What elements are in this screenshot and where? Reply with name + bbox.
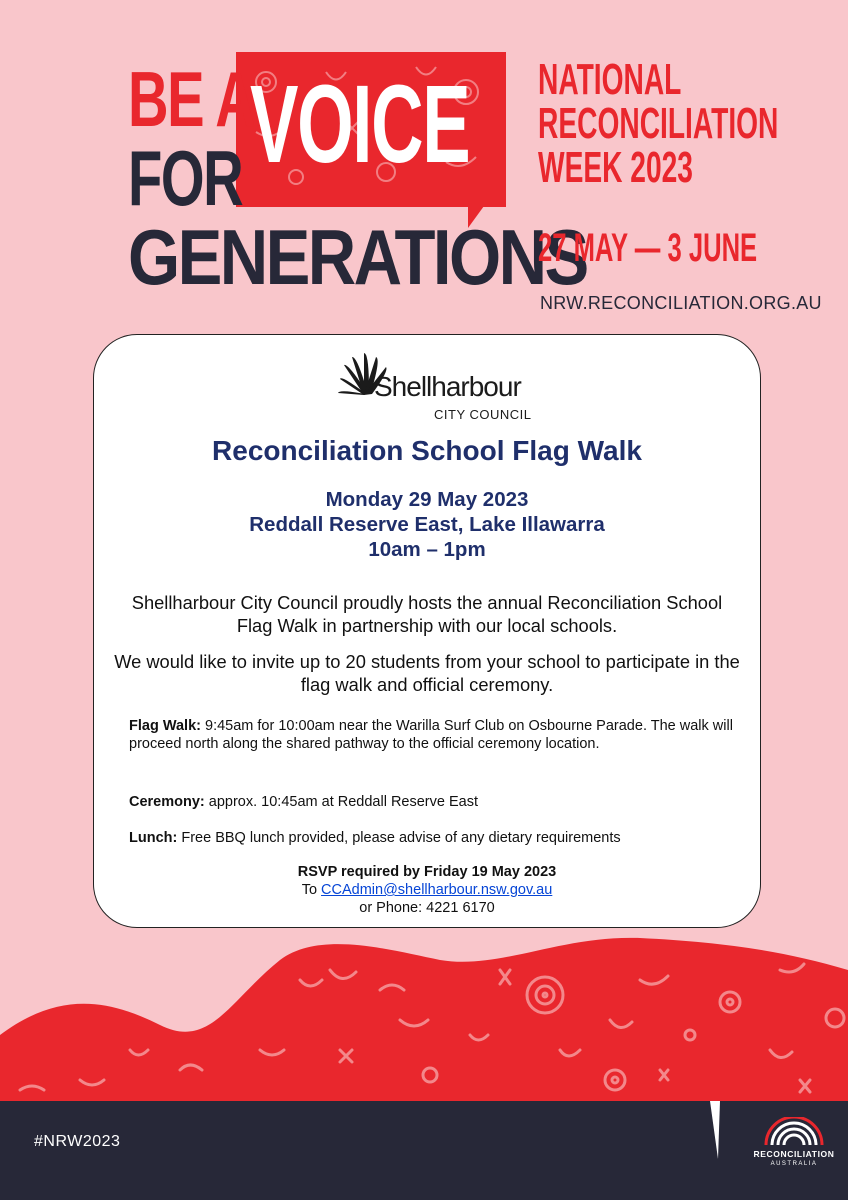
nrw-url[interactable]: NRW.RECONCILIATION.ORG.AU [540, 293, 822, 313]
rsvp-email-link[interactable]: CCAdmin@shellharbour.nsw.gov.au [321, 882, 553, 898]
ceremony-text: approx. 10:45am at Reddall Reserve East [208, 794, 478, 810]
flag-walk-detail [129, 717, 735, 753]
headline-voice: VOICE [250, 63, 470, 186]
council-logo [334, 345, 534, 422]
hashtag: #NRW2023 [34, 1133, 121, 1150]
decorative-wave [0, 930, 848, 1105]
arc-logo-icon [748, 1117, 840, 1147]
ceremony-label: Ceremony: [129, 794, 205, 810]
headline [128, 52, 587, 302]
intro-paragraph: Shellharbour City Council proudly hosts the annual Reconciliation School Flag Walk in partnership with our local schools. [131, 592, 723, 636]
reconciliation-australia-logo [748, 1117, 840, 1187]
nrw-line-2: RECONCILIATION [538, 99, 779, 148]
headline-be-a: BE A [128, 55, 255, 143]
council-sub: CITY COUNCIL [434, 407, 532, 422]
flag-walk-label: Flag Walk: [129, 718, 201, 734]
lunch-label: Lunch: [129, 830, 178, 846]
invitation-card [93, 334, 761, 928]
rsvp-phone: or Phone: 4221 6170 [359, 900, 495, 916]
rsvp-to: To [301, 882, 318, 898]
rsvp-block [94, 863, 760, 917]
nrw-line-1: NATIONAL [538, 55, 682, 104]
org-name: RECONCILIATION [753, 1149, 835, 1159]
event-location: Reddall Reserve East, Lake Illawarra [249, 513, 605, 536]
ceremony-detail [129, 793, 735, 811]
rsvp-email-line [94, 881, 760, 899]
footer [0, 1101, 848, 1200]
org-sub: AUSTRALIA [770, 1161, 818, 1167]
headline-for: FOR [128, 134, 243, 222]
invite-paragraph: We would like to invite up to 20 students from your school to participate in the flag walk and official ceremony. [114, 651, 740, 695]
footer-accent-icon [708, 1101, 728, 1161]
lunch-text: Free BBQ lunch provided, please advise of any dietary requirements [181, 830, 621, 846]
event-when [94, 487, 760, 562]
lunch-detail [129, 829, 735, 847]
nrw-dates: 27 MAY — 3 JUNE [538, 226, 758, 270]
flag-walk-text: 9:45am for 10:00am near the Warilla Surf Club on Osbourne Parade. The walk will proceed north along the shared pathway to the official ceremony location. [129, 718, 733, 752]
headline-generations: GENERATIONS [128, 213, 587, 301]
event-time: 10am – 1pm [368, 538, 486, 561]
rsvp-heading: RSVP required by Friday 19 May 2023 [297, 864, 557, 880]
nrw-line-3: WEEK 2023 [538, 143, 693, 192]
event-title: Reconciliation School Flag Walk [212, 435, 642, 466]
council-name: Shellharbour [374, 371, 521, 402]
nrw-title [538, 55, 848, 192]
event-date: Monday 29 May 2023 [325, 488, 529, 511]
